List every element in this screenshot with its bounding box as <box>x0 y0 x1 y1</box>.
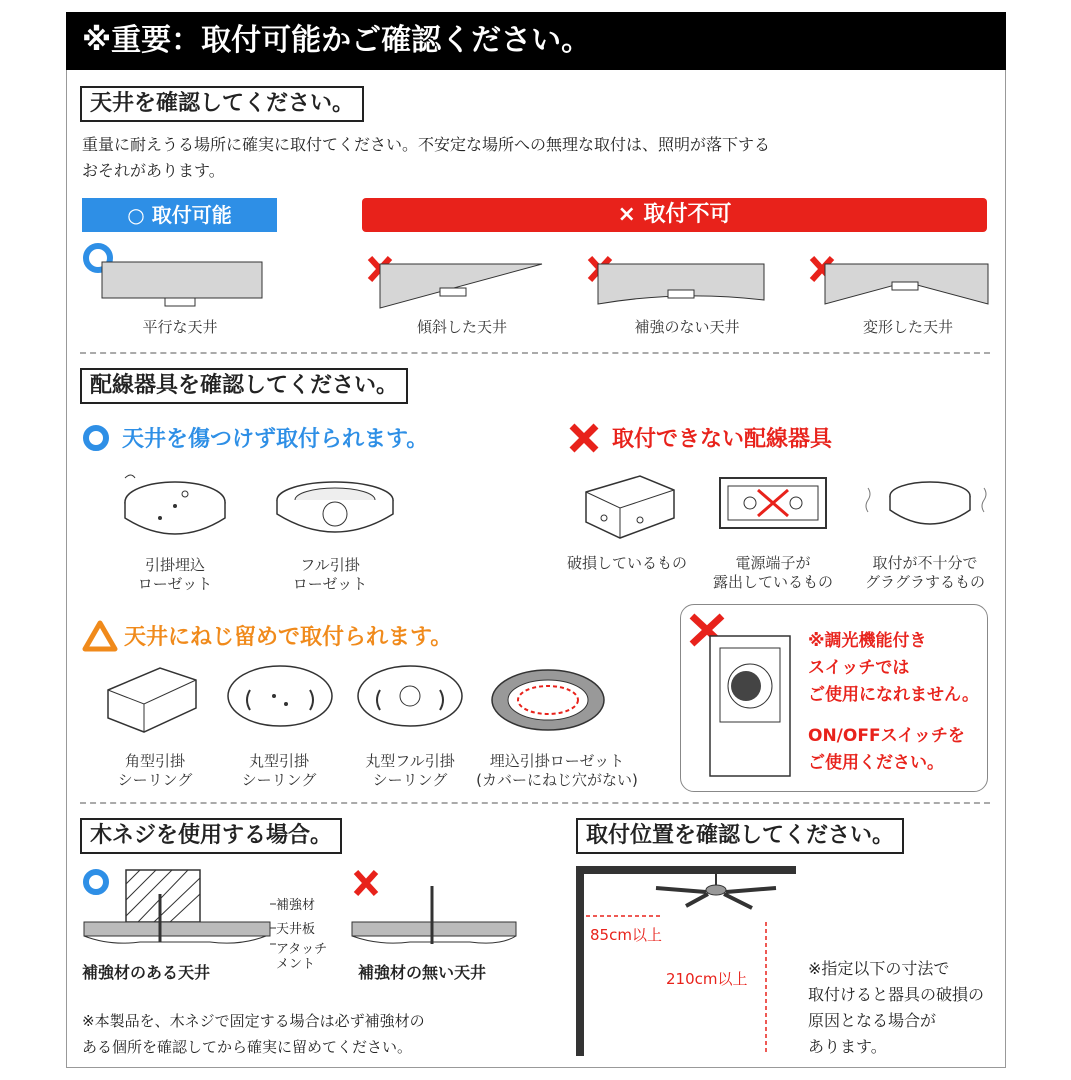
ceiling-item-3: 変形した天井 <box>862 318 953 336</box>
wiring-ok-item-0: 引掛埋込 ローゼット <box>137 556 213 593</box>
switch-note: ※調光機能付き スイッチでは ご使用になれません。 ON/OFFスイッチを ご使用ください。 <box>808 631 980 773</box>
ceiling-item-1: 傾斜した天井 <box>416 318 507 336</box>
sloped-ceiling-icon <box>370 258 542 308</box>
page-title: ※重要：取付可能かご確認ください。 <box>66 12 1006 70</box>
wiring-ng-item-0: 破損しているもの <box>566 554 687 572</box>
divider <box>80 352 990 354</box>
position-section-title: 取付位置を確認してください。 <box>576 818 904 854</box>
rosette-illustrations <box>120 470 520 550</box>
install-position-diagram <box>576 866 800 1060</box>
ok-caption: 補強材のある天井 <box>82 963 211 982</box>
ng-cross-icon <box>568 422 602 456</box>
screw-item-3: 埋込引掛ローゼット (カバーにねじ穴がない) <box>476 752 638 789</box>
ceiling-item-0: 平行な天井 <box>142 318 218 336</box>
caution-triangle-icon <box>84 620 118 652</box>
divider <box>80 802 990 804</box>
parallel-ceiling-icon <box>86 246 262 306</box>
label-attachment-2: メント <box>276 957 316 972</box>
full-hook-rosette-icon <box>277 482 393 532</box>
wiring-ng-heading: 取付できない配線器具 <box>612 427 833 452</box>
round-full-hook-ceiling-icon <box>358 666 462 726</box>
position-note: ※指定以下の寸法で 取付けると器具の破損の 原因となる場合が あります。 <box>808 959 985 1056</box>
round-hook-ceiling-icon <box>228 666 332 726</box>
ok-circle-icon <box>82 424 112 454</box>
ceiling-item-2: 補強のない天井 <box>634 318 740 336</box>
wiring-ng-item-1: 電源端子が 露出しているもの <box>712 554 833 591</box>
damaged-fixture-icon <box>586 476 674 538</box>
screw-item-1: 丸型引掛 シーリング <box>241 752 317 789</box>
ceiling-section-title: 天井を確認してください。 <box>80 86 364 122</box>
unusable-fixture-illustrations <box>580 468 1000 548</box>
vertical-distance: 210cm以上 <box>666 970 748 988</box>
screw-mount-heading: 天井にねじ留めで取付られます。 <box>124 625 453 650</box>
ng-banner: × 取付不可 <box>362 198 987 232</box>
ng-caption: 補強材の無い天井 <box>358 963 487 982</box>
unreinforced-ceiling-icon <box>590 258 764 304</box>
label-reinforcement: 補強材 <box>276 898 316 913</box>
without-reinforcement-icon <box>352 872 516 944</box>
ceiling-socket-illustrations <box>100 660 620 740</box>
ceiling-desc-line1: 重量に耐えうる場所に確実に取付てください。不安定な場所への無理な取付は、照明が落下する <box>82 135 771 154</box>
deformed-ceiling-icon <box>812 258 988 304</box>
loose-fixture-icon <box>866 482 986 524</box>
wiring-section-title: 配線器具を確認してください。 <box>80 368 408 404</box>
wiring-ok-item-1: フル引掛 ローゼット <box>292 556 368 593</box>
screw-item-0: 角型引掛 シーリング <box>117 752 193 789</box>
dimmer-switch-illustration <box>690 612 800 782</box>
wood-screw-note-line1: ※本製品を、木ネジで固定する場合は必ず補強材の <box>82 1012 425 1030</box>
ceiling-diagrams <box>80 240 1000 310</box>
exposed-terminal-icon <box>720 478 826 528</box>
label-ceiling-board: 天井板 <box>276 922 316 937</box>
embedded-hook-rosette-icon <box>492 670 604 730</box>
ceiling-desc-line2: おそれがあります。 <box>82 161 225 180</box>
wood-screw-note-line2: ある個所を確認してから確実に留めてください。 <box>82 1038 413 1056</box>
with-reinforcement-icon <box>84 870 276 944</box>
wiring-ok-heading: 天井を傷つけず取付られます。 <box>122 427 429 452</box>
square-hook-ceiling-icon <box>108 668 196 732</box>
horizontal-distance: 85cm以上 <box>590 926 662 944</box>
ok-badge: ○ 取付可能 <box>82 198 277 232</box>
wiring-ng-item-2: 取付が不十分で グラグラするもの <box>864 554 985 591</box>
label-attachment-1: アタッチ <box>276 942 328 957</box>
screw-item-2: 丸型フル引掛 シーリング <box>365 752 455 789</box>
wood-screw-section-title: 木ネジを使用する場合。 <box>80 818 342 854</box>
ceiling-fan-icon <box>656 874 776 908</box>
embedded-rosette-icon <box>125 475 225 534</box>
